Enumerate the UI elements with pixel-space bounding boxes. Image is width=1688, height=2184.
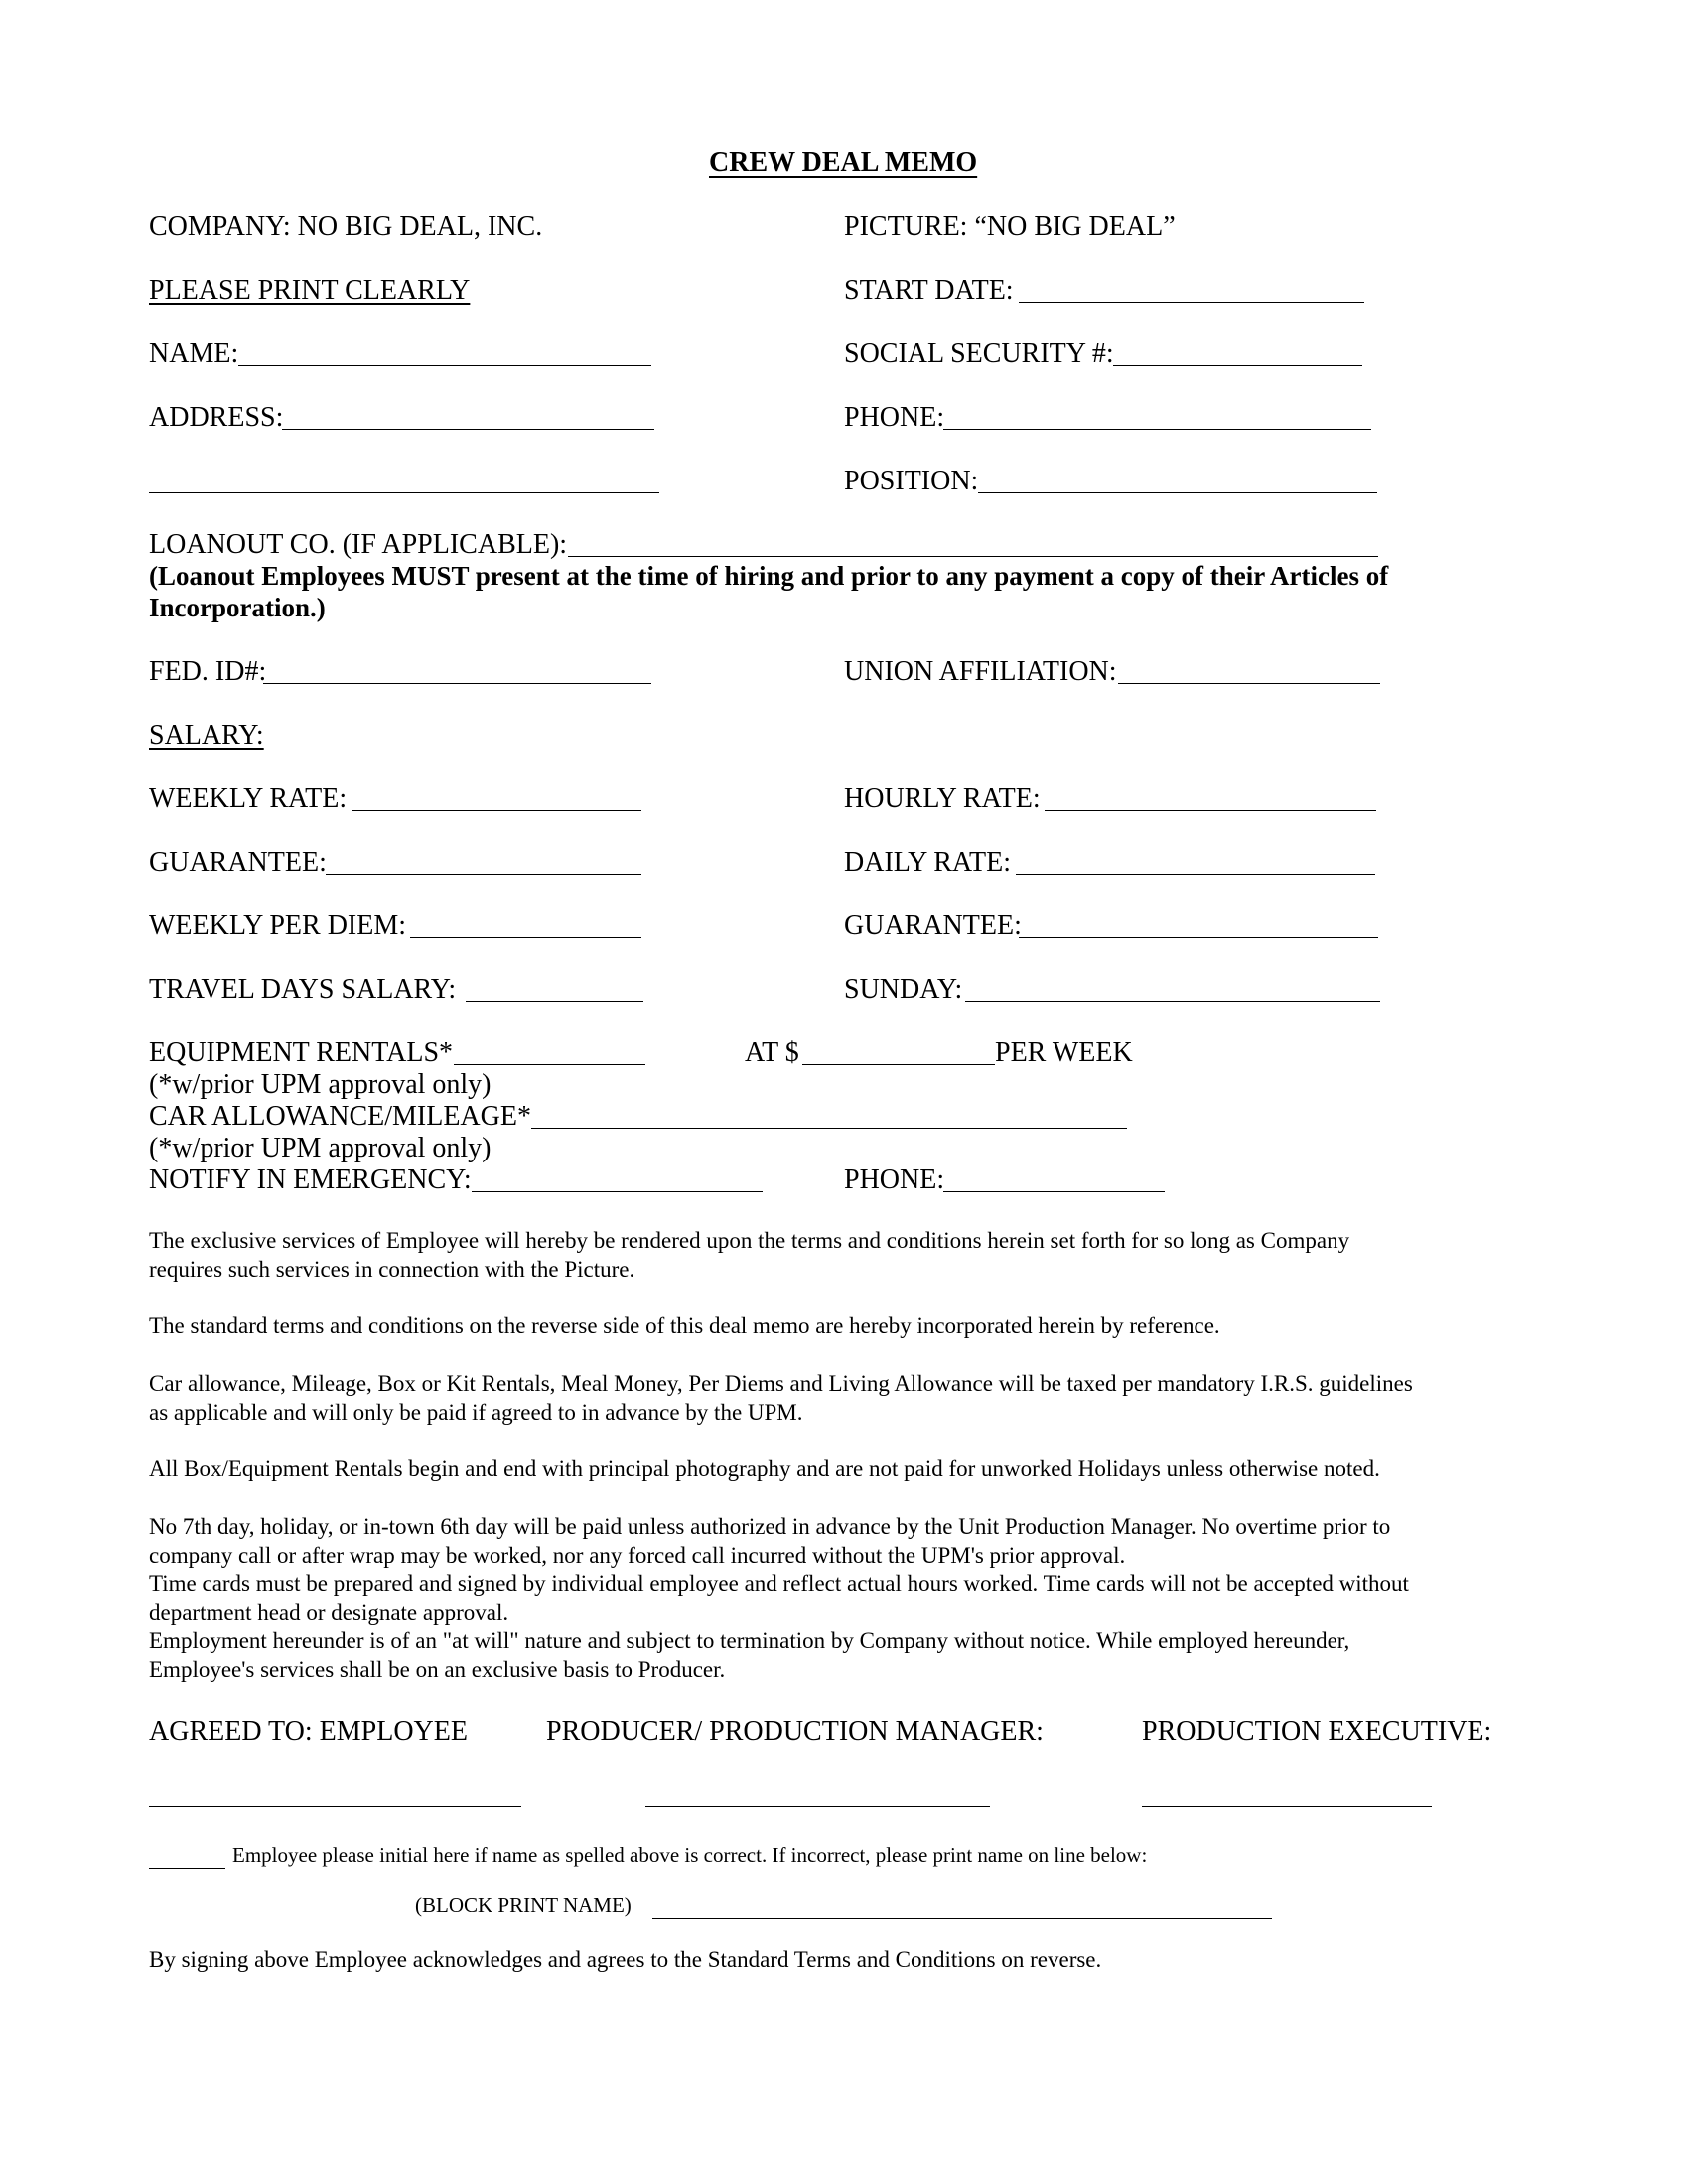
- upm-approval-note-2: (*w/prior UPM approval only): [149, 1133, 492, 1163]
- equipment-rentals-label: EQUIPMENT RENTALS*: [149, 1037, 454, 1068]
- terms-paragraph-5-line-2: company call or after wrap may be worked, nor any forced call incurred without the UPM's prior approval.: [149, 1543, 1126, 1568]
- fed-id-field[interactable]: [263, 683, 651, 684]
- print-clearly-note: PLEASE PRINT CLEARLY: [149, 275, 471, 306]
- union-label: UNION AFFILIATION:: [844, 656, 1117, 687]
- terms-paragraph-2: The standard terms and conditions on the reverse side of this deal memo are hereby incorporated herein by reference.: [149, 1313, 1220, 1338]
- travel-days-field[interactable]: [466, 1001, 643, 1002]
- terms-paragraph-1-line-2: requires such services in connection with the Picture.: [149, 1257, 635, 1282]
- emergency-field[interactable]: [472, 1191, 763, 1192]
- phone-field[interactable]: [943, 429, 1371, 430]
- at-dollar-label: AT $: [745, 1037, 799, 1068]
- position-field[interactable]: [978, 492, 1377, 493]
- name-field[interactable]: [238, 365, 651, 366]
- terms-paragraph-5-line-4: department head or designate approval.: [149, 1600, 509, 1625]
- weekly-rate-label: WEEKLY RATE:: [149, 783, 348, 814]
- terms-paragraph-5-line-3: Time cards must be prepared and signed by individual employee and reflect actual hours worked. Time cards will not be accepted without: [149, 1571, 1409, 1596]
- guarantee-field[interactable]: [326, 874, 641, 875]
- terms-paragraph-4: All Box/Equipment Rentals begin and end with principal photography and are not paid for unworked Holidays unless otherwise noted.: [149, 1456, 1380, 1481]
- car-allowance-label: CAR ALLOWANCE/MILEAGE*: [149, 1101, 531, 1132]
- daily-rate-label: DAILY RATE:: [844, 847, 1012, 878]
- per-week-label: PER WEEK: [995, 1037, 1133, 1068]
- employee-signature-line[interactable]: [149, 1806, 521, 1807]
- block-print-name-field[interactable]: [652, 1918, 1272, 1919]
- address-line-2-field[interactable]: [149, 492, 659, 493]
- executive-signature-line[interactable]: [1142, 1806, 1432, 1807]
- page-title: CREW DEAL MEMO: [709, 147, 978, 178]
- equipment-rate-field[interactable]: [802, 1064, 995, 1065]
- weekly-rate-field[interactable]: [352, 810, 641, 811]
- producer-signature-line[interactable]: [645, 1806, 990, 1807]
- sunday-label: SUNDAY:: [844, 974, 963, 1005]
- weekly-per-diem-field[interactable]: [410, 937, 641, 938]
- terms-paragraph-5: No 7th day, holiday, or in-town 6th day will be paid unless authorized in advance by the Unit Production Manager. No overtime prior to: [149, 1514, 1391, 1539]
- upm-approval-note: (*w/prior UPM approval only): [149, 1069, 492, 1100]
- name-label: NAME:: [149, 339, 239, 369]
- executive-signature-label: PRODUCTION EXECUTIVE:: [1142, 1716, 1492, 1747]
- equipment-rentals-field[interactable]: [454, 1064, 645, 1065]
- loanout-label: LOANOUT CO. (IF APPLICABLE):: [149, 529, 568, 560]
- ssn-field[interactable]: [1113, 365, 1362, 366]
- employee-signature-label: AGREED TO: EMPLOYEE: [149, 1716, 468, 1747]
- initials-note: Employee please initial here if name as spelled above is correct. If incorrect, please print name on line below:: [232, 1843, 1148, 1867]
- guarantee-2-field[interactable]: [1019, 937, 1378, 938]
- start-date-field[interactable]: [1019, 302, 1364, 303]
- acknowledgement-text: By signing above Employee acknowledges and agrees to the Standard Terms and Conditions on reverse.: [149, 1947, 1102, 1972]
- phone-label: PHONE:: [844, 402, 945, 433]
- daily-rate-field[interactable]: [1016, 874, 1375, 875]
- position-label: POSITION:: [844, 466, 979, 496]
- emergency-label: NOTIFY IN EMERGENCY:: [149, 1164, 472, 1195]
- fed-id-label: FED. ID#:: [149, 656, 267, 687]
- travel-days-label: TRAVEL DAYS SALARY:: [149, 974, 457, 1005]
- guarantee-label: GUARANTEE:: [149, 847, 327, 878]
- loanout-field[interactable]: [568, 556, 1378, 557]
- terms-paragraph-5-line-5: Employment hereunder is of an "at will" nature and subject to termination by Company without notice. While employed hereunder,: [149, 1628, 1350, 1653]
- emergency-phone-field[interactable]: [943, 1191, 1165, 1192]
- terms-paragraph-1: The exclusive services of Employee will hereby be rendered upon the terms and conditions herein set forth for so long as Company: [149, 1228, 1350, 1253]
- terms-paragraph-5-line-6: Employee's services shall be on an exclusive basis to Producer.: [149, 1657, 726, 1682]
- company-label: COMPANY: NO BIG DEAL, INC.: [149, 211, 543, 242]
- producer-signature-label: PRODUCER/ PRODUCTION MANAGER:: [546, 1716, 1044, 1747]
- salary-heading: SALARY:: [149, 720, 264, 751]
- loanout-note-continued: Incorporation.): [149, 593, 326, 622]
- car-allowance-field[interactable]: [531, 1128, 1127, 1129]
- hourly-rate-field[interactable]: [1045, 810, 1376, 811]
- sunday-field[interactable]: [965, 1001, 1380, 1002]
- start-date-label: START DATE:: [844, 275, 1014, 306]
- picture-label: PICTURE: “NO BIG DEAL”: [844, 211, 1176, 242]
- union-field[interactable]: [1118, 683, 1380, 684]
- initials-field[interactable]: [149, 1868, 225, 1869]
- weekly-per-diem-label: WEEKLY PER DIEM:: [149, 910, 407, 941]
- terms-paragraph-3-line-2: as applicable and will only be paid if agreed to in advance by the UPM.: [149, 1400, 803, 1425]
- emergency-phone-label: PHONE:: [844, 1164, 945, 1195]
- address-label: ADDRESS:: [149, 402, 284, 433]
- ssn-label: SOCIAL SECURITY #:: [844, 339, 1114, 369]
- guarantee-2-label: GUARANTEE:: [844, 910, 1022, 941]
- loanout-note: (Loanout Employees MUST present at the time of hiring and prior to any payment a copy of their Articles of: [149, 561, 1389, 591]
- address-field[interactable]: [282, 429, 654, 430]
- block-print-label: (BLOCK PRINT NAME): [415, 1893, 632, 1917]
- hourly-rate-label: HOURLY RATE:: [844, 783, 1041, 814]
- terms-paragraph-3: Car allowance, Mileage, Box or Kit Rentals, Meal Money, Per Diems and Living Allowance will be taxed per mandatory I.R.S. guidelines: [149, 1371, 1413, 1396]
